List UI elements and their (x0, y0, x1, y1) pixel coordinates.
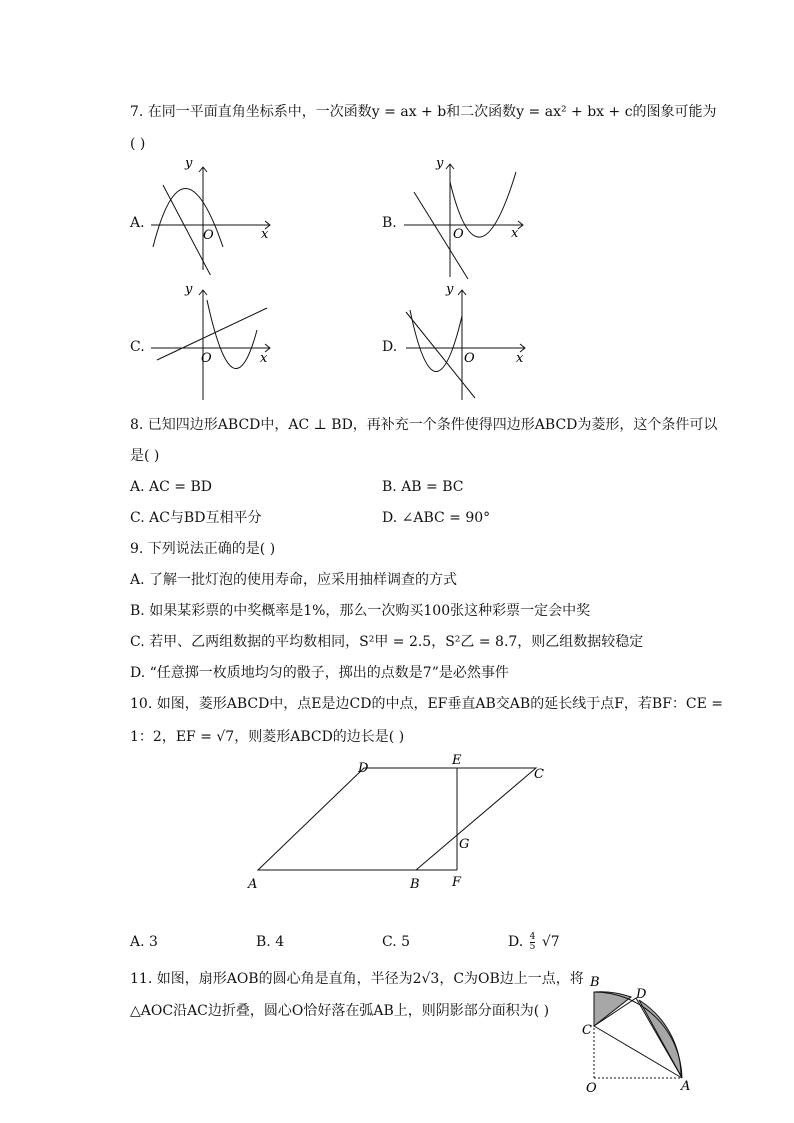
y-label: y (185, 282, 193, 297)
origin-label: O (203, 228, 214, 243)
label-c: C (534, 767, 544, 782)
label-g: G (459, 837, 470, 852)
q7-graph-a (145, 155, 280, 275)
origin-label: O (464, 351, 475, 366)
q10-stem-line2: 1：2，EF = √7，则菱形ABCD的边长是( ) (130, 729, 405, 745)
q7-graph-b (398, 152, 533, 282)
x-label: x (261, 227, 269, 242)
label-d: D (636, 987, 647, 1002)
q10-option-d-prefix: D. (508, 934, 524, 950)
label-b: B (410, 877, 420, 892)
origin-label: O (201, 351, 212, 366)
label-d: D (358, 761, 369, 776)
q10-option-b: B. 4 (256, 934, 285, 950)
x-label: x (260, 351, 268, 366)
y-label: y (185, 156, 193, 171)
segment-da (636, 998, 682, 1078)
q10-option-d (508, 932, 560, 952)
line (157, 308, 267, 360)
q10-rhombus-figure (240, 752, 560, 897)
label-c: C (582, 1023, 592, 1038)
rhombus-abcd (258, 768, 536, 870)
q9-option-d: D. “任意掷一枚质地均匀的骰子，掷出的点数是7”是必然事件 (130, 665, 509, 681)
q11-stem-line1: 11. 如图，扇形AOB的圆心角是直角，半径为2√3，C为OB边上一点，将 (130, 971, 584, 987)
label-a: A (681, 1079, 691, 1094)
q7-stem: 7. 在同一平面直角坐标系中，一次函数y = ax + b和二次函数y = ax² + bx + c的图象可能为 (130, 104, 717, 120)
q7-option-a-label: A. (130, 215, 145, 231)
origin-label: O (453, 227, 464, 242)
label-b: B (590, 975, 600, 990)
q9-option-c: C. 若甲、乙两组数据的平均数相同，S²甲 = 2.5，S²乙 = 8.7，则乙组数据较稳定 (130, 634, 644, 650)
q7-option-c-label: C. (130, 339, 145, 355)
label-a: A (248, 877, 258, 892)
parabola (207, 300, 257, 369)
q8-option-a: A. AC = BD (130, 479, 212, 495)
q8-option-b: B. AB = BC (382, 479, 464, 495)
q7-option-d-label: D. (382, 339, 398, 355)
q7-option-b-label: B. (382, 215, 397, 231)
x-label: x (516, 351, 524, 366)
q9-option-b: B. 如果某彩票的中奖概率是1%，那么一次购买100张这种彩票一定会中奖 (130, 603, 591, 619)
q10-option-a: A. 3 (130, 934, 158, 950)
q8-stem-line1: 8. 已知四边形ABCD中，AC ⊥ BD，再补充一个条件使得四边形ABCD为菱形，这个条件可以 (130, 417, 718, 433)
x-label: x (511, 226, 519, 241)
label-e: E (452, 753, 462, 768)
q7-graph-c (145, 280, 280, 405)
label-f: F (452, 875, 462, 890)
q10-option-d-fraction (530, 933, 536, 952)
q10-option-d-root: √7 (541, 934, 560, 950)
q7-graph-d (400, 280, 535, 405)
q8-option-c: C. AC与BD互相平分 (130, 510, 262, 526)
shaded-region-upper (594, 992, 631, 1026)
parabola (410, 310, 462, 372)
label-o: O (586, 1081, 597, 1096)
q11-sector-figure (578, 970, 698, 1100)
q8-stem-line2: 是( ) (130, 448, 160, 464)
q10-stem-line1: 10. 如图，菱形ABCD中，点E是边CD的中点，EF垂直AB交AB的延长线于点F，若BF：CE = (130, 696, 724, 712)
q9-option-a: A. 了解一批灯泡的使用寿命，应采用抽样调查的方式 (130, 572, 458, 588)
y-label: y (446, 282, 454, 297)
q10-option-c: C. 5 (382, 934, 411, 950)
q7-paren: ( ) (130, 136, 146, 152)
q9-stem: 9. 下列说法正确的是( ) (130, 541, 276, 557)
q8-option-d: D. ∠ABC = 90° (382, 510, 491, 526)
fraction-denominator: 5 (529, 941, 536, 952)
y-label: y (436, 156, 444, 171)
fraction-numerator: 4 (529, 931, 536, 942)
q11-stem-line2: △AOC沿AC边折叠，圆心O恰好落在弧AB上，则阴影部分面积为( ) (130, 1003, 550, 1019)
